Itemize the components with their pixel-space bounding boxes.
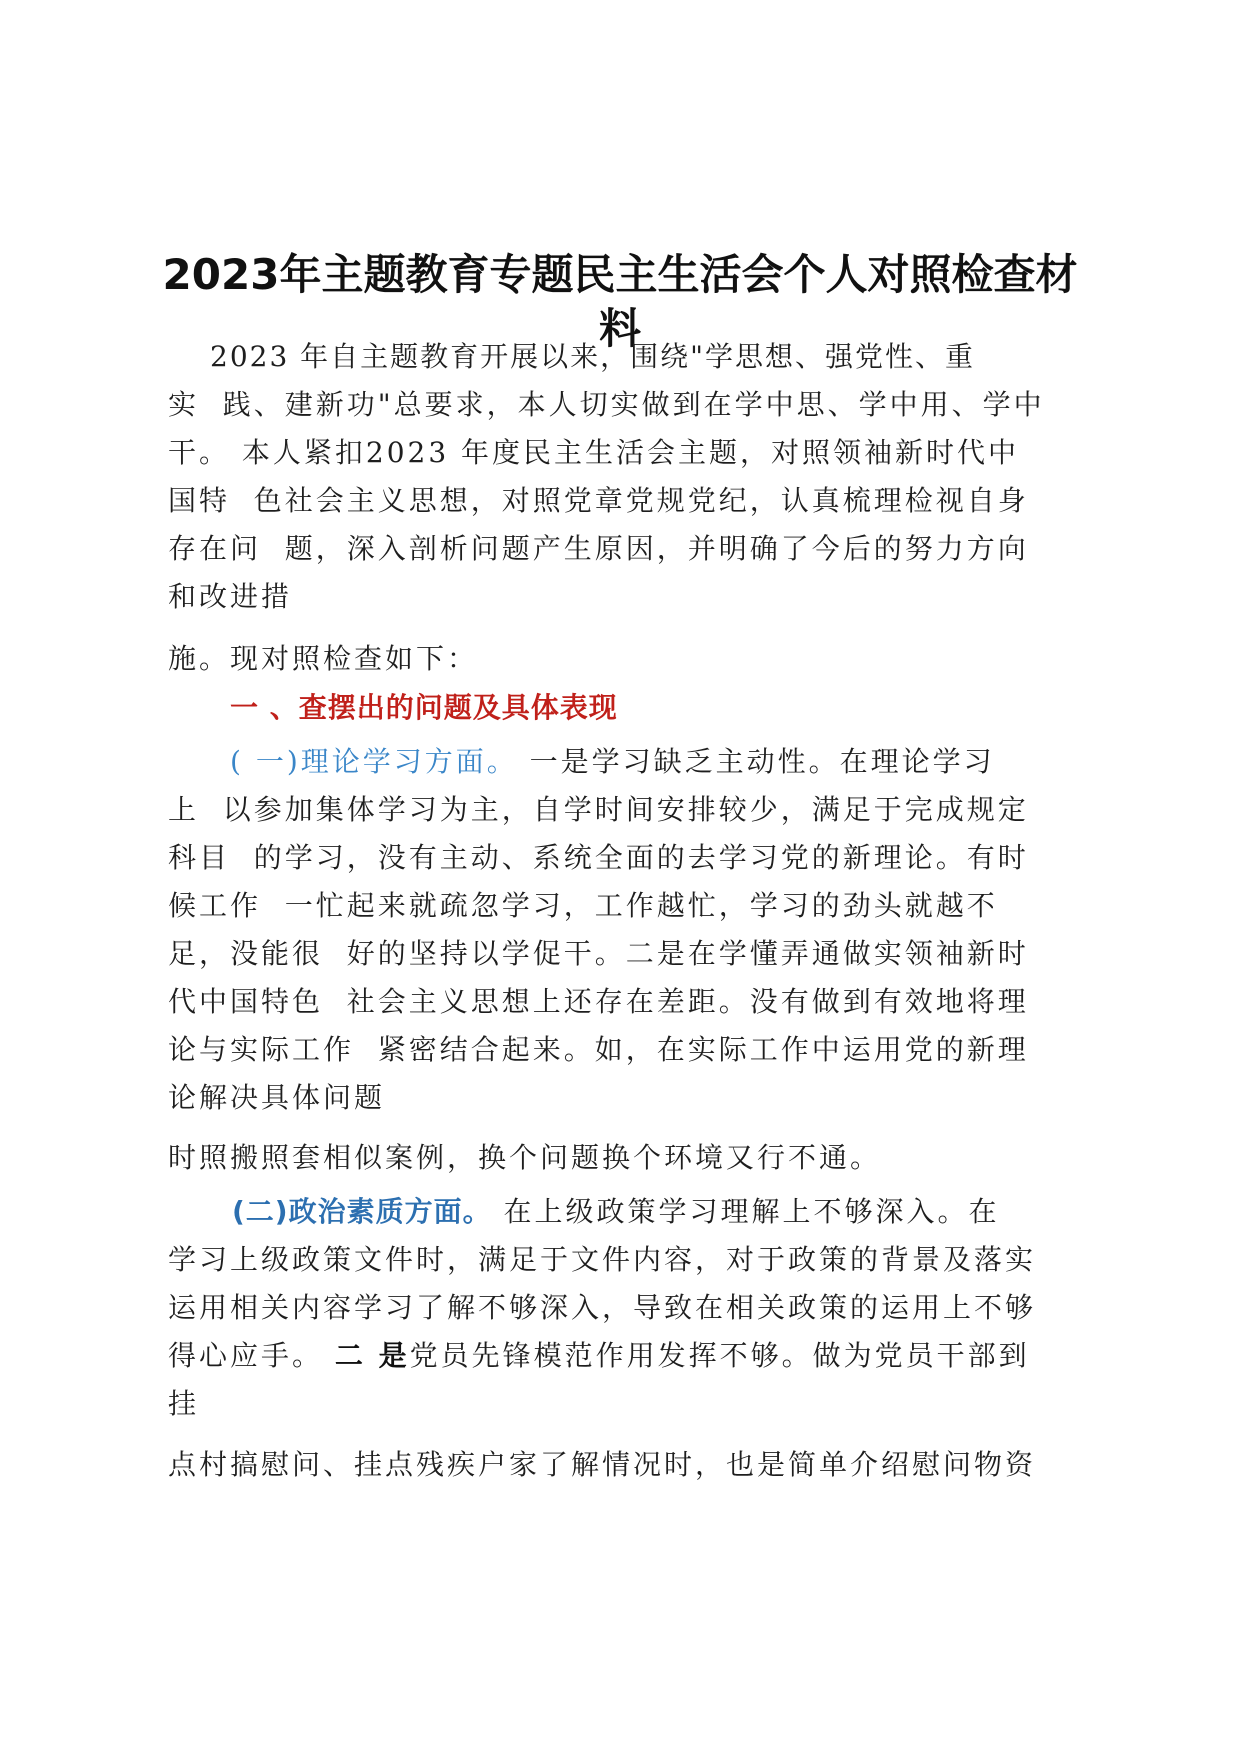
subsection-2-bold-marker: 二 是	[334, 1339, 410, 1372]
subsection-1-line: 论解决具体问题	[168, 1081, 386, 1114]
intro-line: 和改进措	[168, 580, 293, 613]
subsection-2-text: 在上级政策学习理解上不够深入。在	[491, 1195, 1000, 1228]
intro-line: 国特 色社会主义思想，对照党章党规党纪，认真梳理检视自身	[168, 484, 1029, 517]
subsection-2-first-line	[232, 1190, 1000, 1230]
subsection-2-line: 运用相关内容学习了解不够深入，导致在相关政策的运用上不够	[168, 1291, 1037, 1324]
subsection-2-text-after: 党员先锋模范作用发挥不够。做为党员干部到	[409, 1339, 1030, 1372]
intro-line: 施。现对照检查如下：	[168, 642, 479, 675]
subsection-2-line: 挂	[168, 1387, 200, 1420]
subsection-1-line: 上 以参加集体学习为主，自学时间安排较少，满足于完成规定	[168, 793, 1029, 826]
subsection-2-line: 点村搞慰问、挂点残疾户家了解情况时，也是简单介绍慰问物资	[168, 1448, 1037, 1481]
subsection-1-line: 代中国特色 社会主义思想上还存在差距。没有做到有效地将理	[168, 985, 1029, 1018]
subsection-2-line: 学习上级政策文件时，满足于文件内容，对于政策的背景及落实	[168, 1243, 1037, 1276]
intro-line: 实 践、建新功"总要求，本人切实做到在学中思、学中用、学中	[168, 388, 1045, 421]
section-heading: 一 、查摆出的问题及具体表现	[230, 691, 618, 724]
subsection-2-line	[168, 1334, 1030, 1374]
intro-line: 干。 本人紧扣2023 年度民主生活会主题，对照领袖新时代中	[168, 436, 1020, 469]
intro-line: 2023 年自主题教育开展以来，围绕"学思想、强党性、重	[210, 340, 976, 373]
document-title: 2023年主题教育专题民主生活会个人对照检查材料	[162, 250, 1078, 353]
subsection-1-text: 一是学习缺乏主动性。在理论学习	[517, 745, 995, 778]
subsection-1-line: 时照搬照套相似案例，换个问题换个环境又行不通。	[168, 1141, 882, 1174]
subsection-2-label: (二)政治素质方面。	[232, 1195, 492, 1228]
subsection-1-label: ( 一)理论学习方面。	[230, 745, 518, 778]
subsection-1-first-line	[230, 740, 995, 780]
intro-line: 存在问 题，深入剖析问题产生原因，并明确了今后的努力方向	[168, 532, 1029, 565]
subsection-2-text-before: 得心应手。	[168, 1339, 335, 1372]
subsection-1-line: 候工作 一忙起来就疏忽学习，工作越忙，学习的劲头就越不	[168, 889, 998, 922]
subsection-1-line: 科目 的学习，没有主动、系统全面的去学习党的新理论。有时	[168, 841, 1029, 874]
subsection-1-line: 足，没能很 好的坚持以学促干。二是在学懂弄通做实领袖新时	[168, 937, 1029, 970]
subsection-1-line: 论与实际工作 紧密结合起来。如，在实际工作中运用党的新理	[168, 1033, 1029, 1066]
